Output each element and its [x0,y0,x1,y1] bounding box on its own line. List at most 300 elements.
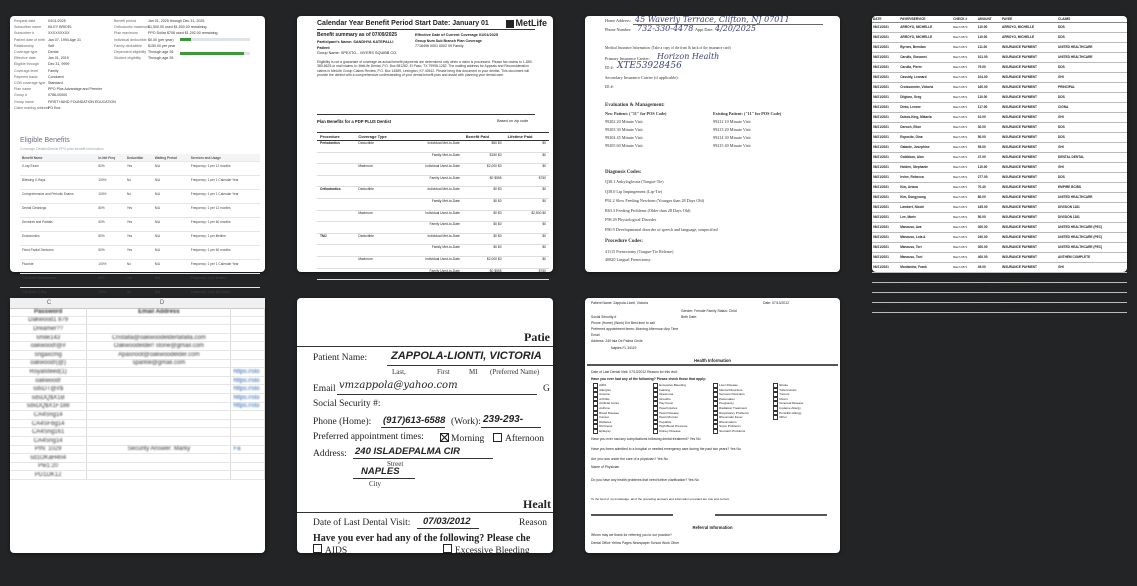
field-value: $150.00 per year [148,43,176,48]
code-item: 99203 30 Minute Visit [605,127,643,132]
table-cell: $150 $0 [463,152,505,164]
column-header: Benefit Paid [463,133,505,141]
table-row [872,72,1127,82]
column-header: AMOUNT [977,16,1001,22]
column-header: CHECK # [952,16,977,22]
table-cell: 06/21/2021 [872,252,899,262]
condition-label: Pacemaker [719,396,735,401]
table-cell: Mancuso, Tori [899,242,952,252]
table-cell: DDS [1057,62,1127,72]
table-cell: INSURANCE PAYMENT [1001,92,1057,102]
code-item: F98.29 Physiological Disorder [605,217,657,222]
condition-label: Allergies [599,387,611,392]
condition-label: Radiation Treatment [719,406,747,411]
table-cell: X-ray Exam [20,162,96,176]
table-cell: Galante, Josephine [899,142,952,152]
table-cell: Individual Met-to-Date [405,187,463,199]
grid-cell: PD1DK12 [10,471,87,480]
document-thumbnail-patient-form-zoom[interactable] [297,298,553,556]
table-row [872,282,1127,292]
bleeding-checkbox[interactable]: Excessive Bleeding [443,544,530,556]
table-row [872,252,1127,262]
table-cell: Individual Used-to-Date [405,210,463,222]
table-cell: Nash, Denis [899,282,952,292]
table-cell [317,164,355,176]
table-cell: 06/21/2021 [872,52,899,62]
health-info-heading: Health Information [694,358,731,363]
field-label: Plan maximum [114,31,138,36]
underline [417,528,479,529]
table-cell: 06/21/2021 [872,92,899,102]
table-cell: INSURANCE PAYMENT [1001,62,1057,72]
table-cell: Batch #570 [952,32,977,42]
grid-cell [87,471,231,480]
column-header: DATE [872,16,899,22]
table-cell: ARROYO, MICHELLE [899,32,952,42]
table-cell: 06/21/2021 [872,202,899,212]
table-cell: 06/21/2021 [872,212,899,222]
insurance-info: Medical Insurance Information: (Take a copy of the front & back of the insurance card) [605,46,731,50]
table-row [872,92,1127,102]
table-cell: 50% [96,246,125,260]
condition-label: Artificial Joints [599,401,619,406]
grid-cell: Pw1:20 [10,462,87,471]
table-row [872,62,1127,72]
table-cell: 06/21/2021 [872,152,899,162]
ssn-label: Social Security #: [313,399,381,409]
table-cell: $0 $0 [463,187,505,199]
grid-cell [231,462,265,471]
table-cell: INSURANCE PAYMENT [1001,282,1057,292]
grid-cell: https://sto [231,385,265,394]
patient-name-value: ZAPPOLA-LIONTI, VICTORIA [391,350,542,362]
phone-label: Phone Number: [605,27,632,32]
field-value: FIRST HAND FOUNDATION EDUCATION [48,99,116,104]
document-thumbnail-benefit-period[interactable] [297,16,553,272]
code-item: 99215 40 Minute Visit [713,143,751,148]
field-value: PO Box [48,105,61,110]
column-header: Services and Usage [189,154,260,162]
table-row [317,187,549,199]
field-value: KILEY BRIDEL [48,25,73,30]
condition-label: Respiratory Problems [719,410,749,415]
table-cell: $0 $0 [463,198,505,210]
condition-label: Growths [659,396,671,401]
code-item: Q38.0 Lip Impingement (Lip-Tie) [605,188,663,194]
condition-label: AIDS [599,383,607,388]
hospital-question: Have you been admitted to a hospital or needed emergency care during the past two years? Yes No [591,447,741,451]
table-cell: 160.00 [977,82,1001,92]
grid-cell [231,359,265,368]
table-cell: 80% [96,162,125,176]
table-cell [317,268,355,280]
table-cell: Batch #571 [952,152,977,162]
field-label: Payment basis [14,74,38,79]
column-header: Procedure [317,133,355,141]
grid-cell: oakwood!(@) [10,359,87,368]
health-section-fragment: Healt [523,497,551,511]
condition-label: Dizziness [599,424,613,429]
table-cell: Batch #571 [952,302,977,312]
table-row [20,260,260,274]
condition-label: Pregnancy [719,401,734,406]
grid-cell: sngaxcmg [10,350,87,359]
table-cell: $750 [505,175,549,187]
table-cell: 06/21/2021 [872,162,899,172]
field-value: $0.00 (per year) [148,37,174,42]
grid-cell: CA4SFbg14 [10,419,87,428]
grid-cell [231,325,265,334]
table-cell: Batch #571 [952,142,977,152]
code-item: 99212 10 Minute Visit [713,119,751,124]
column-header: PAYER/SERVICE [899,16,952,22]
evaluation-heading: Evaluation & Management: [605,103,665,108]
table-cell: No [125,176,153,190]
table-row [317,256,549,268]
table-cell: Carullo, Giovanni [899,52,952,62]
table-row [20,176,260,190]
table-cell: 80% [96,232,125,246]
preferred-times-row: Preferred appointment times: Morning Afternoon Any Time [591,327,679,331]
table-row [872,232,1127,242]
table-cell: 06/21/2021 [872,32,899,42]
condition-label: Blood Disease [599,410,620,415]
divider [587,364,838,366]
table-cell: UNITED HEALTHCARE [1057,42,1127,52]
checkbox-icon [593,429,598,434]
table-cell: 06/21/2021 [872,302,899,312]
table-cell: 101.00 [977,52,1001,62]
field-value: PPO Plus Advantage and Premier [48,87,103,92]
table-cell: $0 $0 [463,245,505,257]
table-cell: Frequency: 1 per 60 months [189,218,260,232]
table-cell: 06/21/2021 [872,42,899,52]
table-cell: Batch #571 [952,232,977,242]
table-cell: UNITED HEALTHCARE (PEC) [1057,232,1127,242]
clarification-question: Do you have any health problems that need further clarification? Yes No [591,478,699,482]
table-row [20,246,260,260]
table-cell: N/A [153,274,189,288]
patient-name-row: Patient Name: Zappola-Lionti, Victoria [591,301,649,305]
document-thumbnail-spreadsheet[interactable] [10,298,265,553]
condition-label: Rheumatic Fever [719,415,743,420]
table-cell: 06/21/2021 [872,122,899,132]
table-cell: INSURANCE PAYMENT [1001,172,1057,182]
condition-label: Hay Fever [659,401,674,406]
table-cell: $2,000 $0 [463,256,505,268]
condition-checkbox[interactable] [653,429,687,434]
table-cell: Yes [125,232,153,246]
procedure-heading: Procedure Codes: [605,239,644,244]
grid-cell: Royalsteed(1) [10,368,87,377]
table-cell: Full Mouth X-Ray [20,288,96,302]
table-cell: Frequency: 1 per 1 Calendar Year [189,260,260,274]
table-cell: INSURANCE PAYMENT [1001,132,1057,142]
table-cell: INSURANCE PAYMENT [1001,292,1057,302]
table-cell: Yes [125,218,153,232]
morning-checkbox[interactable]: Morning [440,432,484,444]
table-cell: Muksa, Aidan [899,272,952,282]
group-columns: Group Num Sub Branch Plan Coverage [415,39,482,43]
table-cell: $0 $555 [463,175,505,187]
field-value: $1,500.00 used $1,500.00 remaining [148,25,207,30]
grid-cell [87,376,231,385]
condition-label: Heart Disease [659,410,679,415]
column-header: Waiting Period [153,154,189,162]
table-cell: Batch #571 [952,62,977,72]
table-cell [317,175,355,187]
secondary-carrier-label: Secondary Insurance Carrier (if applicable): [605,75,679,80]
table-cell: INSURANCE PAYMENT [1001,302,1057,312]
table-cell: $0 [505,198,549,210]
field-row [14,105,116,111]
grid-cell [231,350,265,359]
grid-row [10,428,265,437]
field-label: Family deductible [114,43,142,48]
table-cell: Individual Met-to-Date [405,233,463,245]
table-cell: 300.00 [977,222,1001,232]
birth-row: Birth Date: [681,315,698,319]
condition-label: Hepatitis [659,419,672,424]
table-cell: N/A [153,204,189,218]
condition-label: Epilepsy [599,429,611,434]
table-cell: 06/21/2021 [872,262,899,272]
table-cell: Frequency: 1 per 60 months [189,246,260,260]
summary-date: Benefit summary as of 07/09/2025 [317,32,398,38]
table-row [20,162,260,176]
grid-row [10,462,265,471]
grid-cell: https://sto [231,402,265,411]
table-cell: 06/21/2021 [872,242,899,252]
condition-label: Rheumatism [719,419,737,424]
ledger-table [872,16,1127,313]
table-cell: Batch #571 [952,292,977,302]
table-cell: No [125,190,153,204]
table-cell: N/A [153,260,189,274]
table-cell: GHI [1057,162,1127,172]
table-cell: 165.00 [977,202,1001,212]
grid-cell: sdxDQ$X1F188 [10,402,87,411]
last-visit-value: 07/03/2012 [423,516,471,527]
grid-cell: CA4Sng161 [10,428,87,437]
grid-cell: Password [10,308,87,316]
table-cell: Batch #571 [952,92,977,102]
checked-box-icon [440,433,449,442]
table-cell [355,175,404,187]
table-row [872,52,1127,62]
password-grid [10,308,265,480]
phone-row: Phone (Home) (Work) Ext Best time to call [591,321,655,325]
table-cell: N/A [153,246,189,260]
address-row: Address: 240 Isla De Palma Circle [591,339,643,343]
table-cell: INSURANCE PAYMENT [1001,242,1057,252]
grid-cell [87,428,231,437]
table-row [317,164,549,176]
field-value: Dental [48,50,59,55]
table-row [317,222,549,234]
column-header: In-Net Freq [96,154,125,162]
field-label: Individual deductible [114,37,147,42]
grid-cell: https://sto [231,393,265,402]
gender-row: Gender: Female Family Status: Child [681,309,737,313]
table-row [872,32,1127,42]
table-cell: INSURANCE PAYMENT [1001,212,1057,222]
table-row [872,22,1127,32]
signature-line [591,514,673,516]
grid-cell: Oakwoodelder! stone@gmail.com [87,342,231,351]
phone-work-label: (Work): [451,417,481,427]
table-cell [317,245,355,257]
grid-cell [87,325,231,334]
grid-cell [231,436,265,445]
code-item: 40820 Lingual Frenectomy [605,257,651,262]
table-cell: Individual Used-to-Date [405,164,463,176]
table-cell: $50 $0 [463,141,505,153]
table-cell: Yes [125,274,153,288]
table-cell: ARROYO, MICHELLE [899,22,952,32]
table-cell: Cassidy, Leonard [899,72,952,82]
table-cell: 80.00 [977,192,1001,202]
document-thumbnail-health-history[interactable] [585,298,840,553]
primary-carrier-label: Primary Insurance Carrier: [605,56,650,61]
table-cell [355,268,404,280]
table-row [317,210,549,222]
table-cell: $0 $555 [463,268,505,280]
grid-row [10,454,265,463]
table-cell: INSURANCE PAYMENT [1001,182,1057,192]
table-cell: Periodontics [317,141,355,153]
table-cell: Maximum [355,210,404,222]
condition-checkbox[interactable] [713,429,749,434]
table-cell: GHI [1057,72,1127,82]
field-label: Relationship [14,43,34,48]
table-cell: Deductible [355,187,404,199]
grid-cell [231,342,265,351]
conditions-column-4 [773,383,803,420]
existing-patient-heading: Existing Patient: ("11" for POS Code) [713,111,782,116]
grid-cell: CA4Sng14 [10,436,87,445]
aids-checkbox[interactable]: AIDS [313,544,347,556]
grid-row [10,308,265,316]
document-thumbnail-intake-form[interactable] [585,16,840,272]
ortho-usage-bar [180,38,250,41]
table-cell: N/A [153,288,189,302]
grid-cell [87,393,231,402]
group-values: 7716496 0001 0002 09 Family [415,44,464,48]
field-label: Group name [14,99,34,104]
grid-cell: sdsDT@#$ [10,385,87,394]
table-cell: 06/21/2021 [872,232,899,242]
code-item: Q38.1 Ankyloglossia (Tongue-Tie) [605,179,664,184]
table-cell: Family Used-to-Date [405,222,463,234]
field-value: Self [48,43,55,48]
id-value: XTE53928456 [617,61,682,71]
grid-cell: oakwood!@# [10,342,87,351]
column-header: Deductible [125,154,153,162]
appt-date-label: Appt Date: [695,27,714,32]
table-cell: 60.00 [977,292,1001,302]
table-cell: DDS [1057,132,1127,142]
table-cell: INSURANCE PAYMENT [1001,142,1057,152]
signature-line [715,514,827,516]
table-cell: ARROYO, MICHELLE [1001,22,1057,32]
patient-label: Patient [317,46,330,50]
field-label: Orthodontic maximum [114,25,150,30]
table-cell: Batch #571 [952,102,977,112]
document-thumbnail-payment-ledger[interactable] [872,16,1127,310]
field-label: Benefit period [114,19,137,23]
condition-label: Stomach Problems [719,429,746,434]
table-cell: Batch #571 [952,252,977,262]
grid-cell: https://sto [231,368,265,377]
grid-row [10,471,265,480]
table-row [872,122,1127,132]
table-cell: 30.00 [977,122,1001,132]
condition-label: Anemia [599,392,610,397]
phone-work-value: 239-293- [483,414,524,425]
table-cell: No [125,260,153,274]
table-cell: Individual Used-to-Date [405,256,463,268]
table-cell: 110.00 [977,92,1001,102]
table-cell: Mancuso, Ava [899,222,952,232]
table-cell: 06/21/2021 [872,62,899,72]
table-cell: $0 $0 [463,222,505,234]
table-row [20,232,260,246]
grid-cell: oakwood! [10,376,87,385]
last-visit-row: Date of Last Dental Visit: 07/13/2012 Reason for this visit: [591,370,678,374]
table-cell: Yes [125,246,153,260]
table-cell: Nash, Liam [899,302,952,312]
field-label: Claim mailing address [14,105,50,110]
grid-row [10,368,265,377]
id-label: ID #: [605,65,614,70]
column-header: Lifetime Paid [505,133,549,141]
physician-question: Are you now under the care of a physician? Yes No [591,457,668,461]
address-label: Address: [313,449,347,459]
table-cell: Irvine, Rebecca [899,172,952,182]
table-cell: 80% [96,274,125,288]
table-cell: 06/21/2021 [872,112,899,122]
document-thumbnail-eligibility-summary[interactable] [10,16,265,294]
condition-label: Other [779,415,787,420]
table-cell [355,245,404,257]
afternoon-checkbox[interactable]: Afternoon [493,432,544,444]
first-caption: First [437,368,450,376]
table-cell: Batch #571 [952,212,977,222]
condition-label: Nervous Disorders [719,392,745,397]
code-item: 41115 Frenectomy (Tongue-Tie Release) [605,249,674,254]
condition-checkbox[interactable] [773,415,803,420]
table-cell: Batch #570 [952,22,977,32]
column-header [405,133,463,141]
grid-row [10,385,265,394]
condition-label: Glaucoma [659,392,674,397]
primary-carrier-value: Horizon Health [657,52,720,61]
table-cell: 220.00 [977,282,1001,292]
table-row [20,190,260,204]
divider [317,29,535,30]
grid-row [10,342,265,351]
condition-checkbox[interactable] [593,429,619,434]
table-cell: Montanino, Frank [899,262,952,272]
condition-label: Excessive Bleeding [659,383,686,388]
referral-heading: Referral Information [692,525,733,530]
field-label: Group # [14,93,27,98]
coverage-effective: Effective Date of Current Coverage 01/01/2025 [415,33,498,37]
grid-row [10,333,265,342]
table-cell [317,256,355,268]
table-cell: $0 $0 [463,233,505,245]
